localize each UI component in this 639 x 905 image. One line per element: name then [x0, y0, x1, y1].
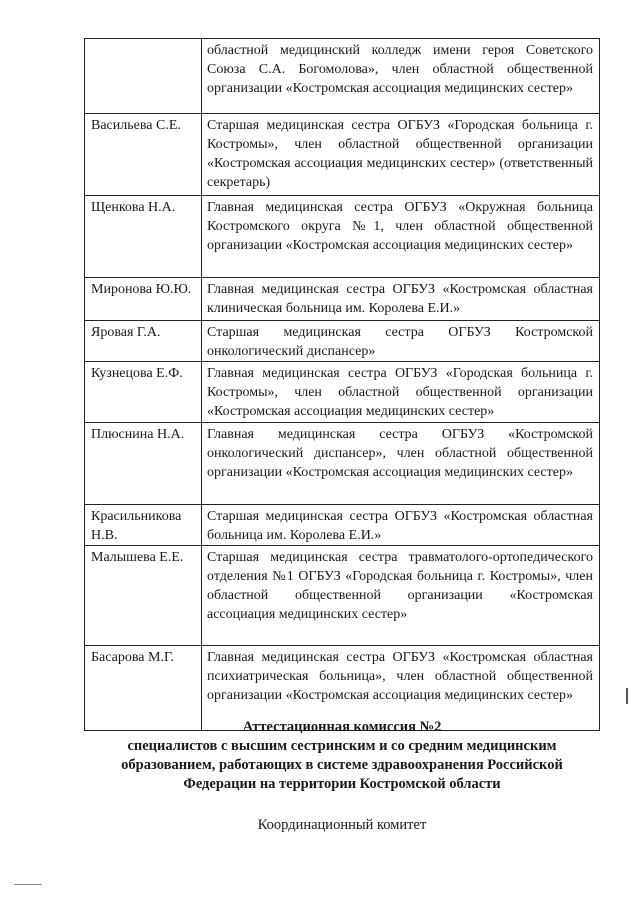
scan-corner-mark	[14, 884, 42, 885]
member-role: Главная медицинская сестра ОГБУЗ «Костромская областная психиатрическая больница», член областной общественной организации «Костромская ассоциация медицинских сестер»	[207, 650, 593, 703]
member-name: Васильева С.Е.	[85, 114, 202, 195]
member-name	[85, 39, 202, 113]
commission-heading	[84, 718, 600, 794]
member-role: областной медицинский колледж имени героя Советского Союза С.А. Богомолова», член областной общественной организации «Костромская ассоциация медицинских сестер»	[207, 43, 593, 96]
member-role: Старшая медицинская сестра ОГБУЗ «Городская больница г. Костромы», член областной общественной организации «Костромская ассоциация медицинских сестер» (ответственный секретарь)	[207, 118, 593, 190]
heading-line: образованием, работающих в системе здравоохранения Российской	[121, 757, 563, 773]
table-row	[85, 361, 599, 422]
heading-line: специалистов с высшим сестринским и со средним медицинским	[127, 738, 557, 754]
table-row	[85, 320, 599, 361]
members-table	[84, 38, 600, 731]
member-name: Малышева Е.Е.	[85, 546, 202, 645]
member-role: Главная медицинская сестра ОГБУЗ «Городская больница г. Костромы», член областной общественной организации «Костромская ассоциация медицинских сестер»	[207, 366, 593, 419]
member-name: Щенкова Н.А.	[85, 196, 202, 277]
table-row	[85, 113, 599, 195]
heading-line: Федерации на территории Костромской области	[183, 776, 501, 792]
table-row	[85, 545, 599, 645]
member-name: Миронова Ю.Ю.	[85, 278, 202, 320]
member-role: Главная медицинская сестра ОГБУЗ «Окружная больница Костромского округа №1, член областной общественной организации «Костромская ассоциация медицинских сестер»	[207, 200, 593, 253]
member-name: Плюснина Н.А.	[85, 423, 202, 504]
member-role: Главная медицинская сестра ОГБУЗ «Костромской онкологический диспансер», член областной общественной организации «Костромская ассоциация медицинских сестер»	[207, 427, 593, 480]
member-role: Старшая медицинская сестра ОГБУЗ «Костромская областная больница им. Королева Е.И.»	[207, 509, 593, 543]
member-name: Кузнецова Е.Ф.	[85, 362, 202, 422]
member-role: Старшая медицинская сестра травматолого-ортопедического отделения №1 ОГБУЗ «Городская больница г. Костромы», член областной общественной организации «Костромская ассоциация медицинских сестер»	[207, 550, 593, 622]
table-row	[85, 422, 599, 504]
committee-title: Координационный комитет	[257, 817, 427, 833]
table-row	[85, 277, 599, 320]
member-role: Старшая медицинская сестра ОГБУЗ Костромской онкологический диспансер»	[207, 325, 593, 359]
member-role: Главная медицинская сестра ОГБУЗ «Костромская областная клиническая больница им. Королева Е.И.»	[207, 282, 593, 316]
table-row	[85, 195, 599, 277]
scan-margin-mark	[626, 688, 628, 704]
table-row	[85, 504, 599, 545]
member-name: Басарова М.Г.	[85, 646, 202, 730]
member-name: Яровая Г.А.	[85, 321, 202, 361]
heading-line: Аттестационная комиссия №2	[242, 719, 442, 735]
table-row	[85, 39, 599, 113]
member-name: Красильникова Н.В.	[85, 505, 202, 545]
